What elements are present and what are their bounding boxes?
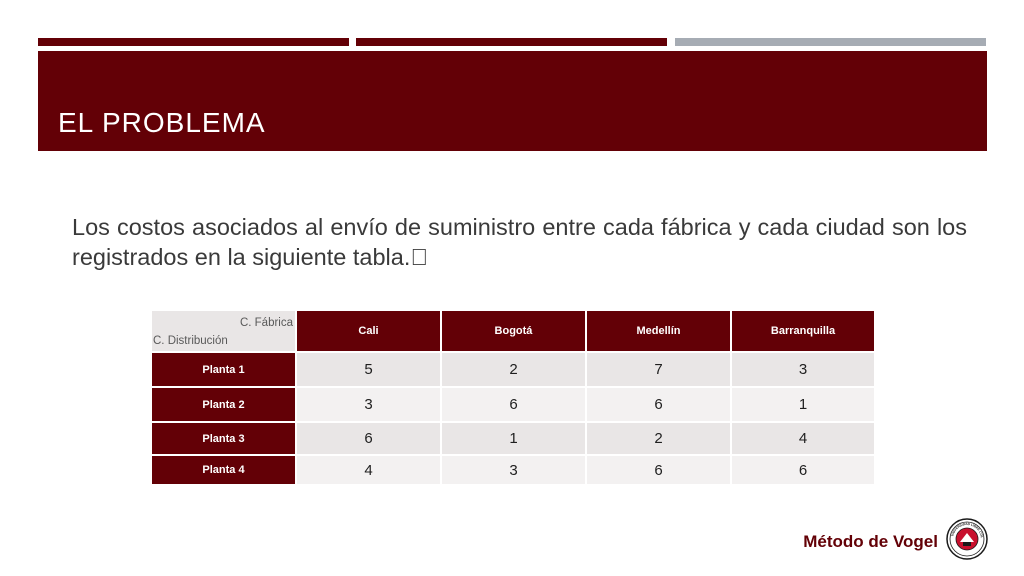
row-header-planta-3: Planta 3 bbox=[151, 422, 296, 455]
table-corner-cell bbox=[151, 310, 296, 352]
table-cell: 4 bbox=[731, 422, 875, 455]
accent-bar-1 bbox=[38, 38, 349, 46]
accent-bar-2 bbox=[356, 38, 667, 46]
table-cell: 1 bbox=[731, 387, 875, 422]
table-row bbox=[151, 352, 875, 387]
table-cell: 6 bbox=[731, 455, 875, 485]
corner-top-label: C. Fábrica bbox=[239, 317, 293, 329]
column-header-bogota: Bogotá bbox=[441, 310, 586, 352]
table-cell: 3 bbox=[296, 387, 441, 422]
table-header-row bbox=[151, 310, 875, 352]
column-header-medellin: Medellín bbox=[586, 310, 731, 352]
table-row bbox=[151, 455, 875, 485]
slide-title: EL PROBLEMA bbox=[58, 107, 266, 138]
table-cell: 6 bbox=[586, 455, 731, 485]
table-cell: 6 bbox=[441, 387, 586, 422]
table-cell: 6 bbox=[586, 387, 731, 422]
table-cell: 4 bbox=[296, 455, 441, 485]
table-cell: 5 bbox=[296, 352, 441, 387]
table-cell: 3 bbox=[731, 352, 875, 387]
column-header-cali: Cali bbox=[296, 310, 441, 352]
table-cell: 2 bbox=[586, 422, 731, 455]
table-row bbox=[151, 422, 875, 455]
table-cell: 3 bbox=[441, 455, 586, 485]
table-row bbox=[151, 387, 875, 422]
table-cell: 2 bbox=[441, 352, 586, 387]
row-header-planta-1: Planta 1 bbox=[151, 352, 296, 387]
accent-bar-3 bbox=[675, 38, 986, 46]
column-header-barranquilla: Barranquilla bbox=[731, 310, 875, 352]
title-band bbox=[38, 51, 987, 151]
cost-table bbox=[150, 309, 876, 486]
table-cell: 7 bbox=[586, 352, 731, 387]
table-cell: 1 bbox=[441, 422, 586, 455]
corner-bottom-label: C. Distribución bbox=[153, 335, 228, 347]
row-header-planta-4: Planta 4 bbox=[151, 455, 296, 485]
seal-text: UNIVERSIDAD LIBRE COL bbox=[950, 521, 984, 539]
table-cell: 6 bbox=[296, 422, 441, 455]
footer-method-label: Método de Vogel bbox=[803, 532, 938, 551]
body-text: Los costos asociados al envío de suministro entre cada fábrica y cada ciudad son los registrados en la siguiente tabla. bbox=[72, 214, 967, 270]
row-header-planta-2: Planta 2 bbox=[151, 387, 296, 422]
university-seal-icon bbox=[946, 518, 988, 560]
